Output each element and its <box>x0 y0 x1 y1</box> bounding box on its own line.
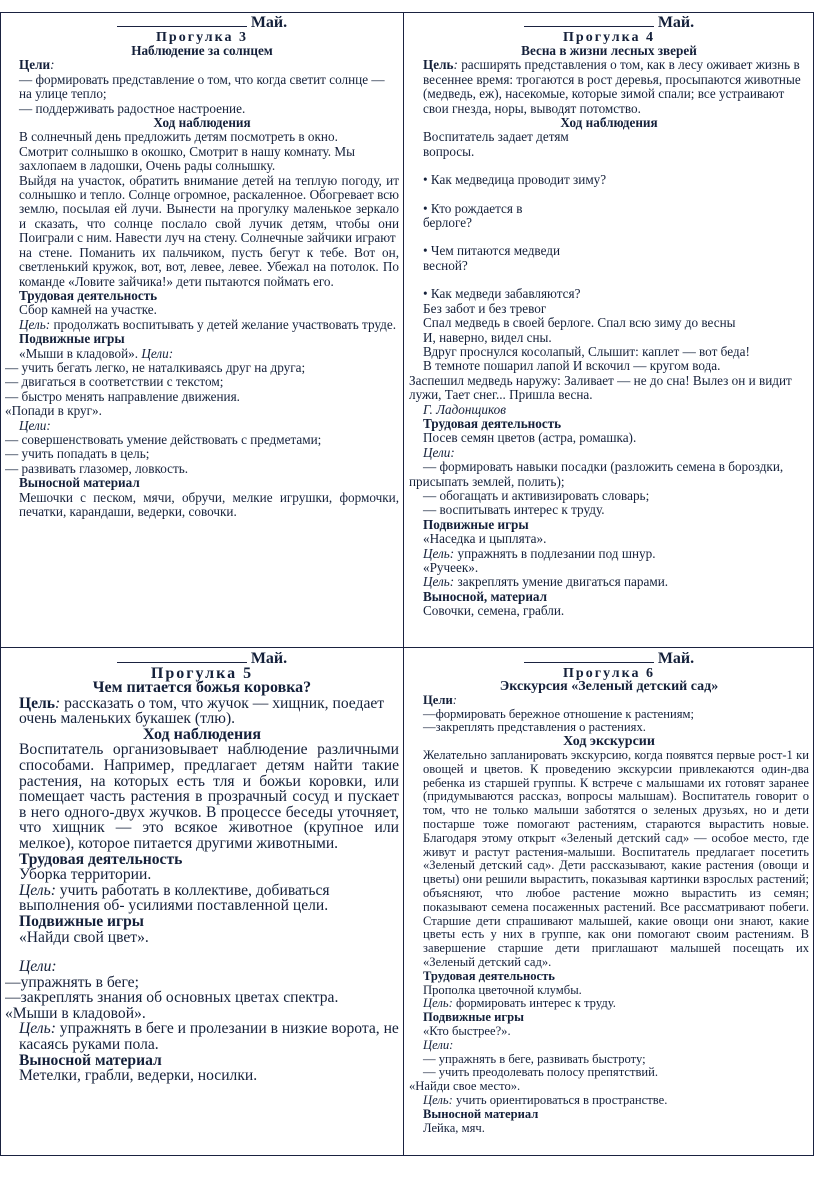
walk-4-game-1: «Наседка и цыплята». <box>423 531 547 547</box>
walk-3-observation-heading: Ход наблюдения <box>153 115 251 131</box>
walk-3-material: Мешочки с песком, мячи, обручи, мелкие игрушки, формочки, печатки, карандаши, ведерки, совочки. <box>19 489 399 519</box>
walk-6-goal-1: —формировать бережное отношение к растениям; <box>423 706 694 721</box>
walk-4-material-heading: Выносной, материал <box>423 588 548 604</box>
walk-plan-table <box>0 12 814 1156</box>
walk-3-labor-text: Сбор камней на участке. <box>19 302 157 318</box>
walk-4-observation-heading: Ход наблюдения <box>560 115 658 131</box>
walk-4-poem-line-6: Заспешил медведь наружу: Заливает — не до сна! Вылез он и видит лужи, Тает снег... Пришла весна. <box>409 372 792 403</box>
walk-4-games-heading: Подвижные игры <box>423 516 529 532</box>
walk-4-game-1-goal: Цель: упражнять в подлезании под шнур. <box>423 545 656 561</box>
walk-6-number: Прогулка 6 <box>563 666 655 681</box>
walk-3-game-2-goal-3: — развивать глазомер, ловкость. <box>5 460 189 476</box>
walk-5-number: Прогулка 5 <box>150 665 254 682</box>
walk-3-goal-2: — поддерживать радостное настроение. <box>19 100 246 116</box>
walk-5-observation-heading: Ход наблюдения <box>142 725 262 743</box>
walk-4-observation-1: Воспитатель задает детям вопросы. <box>423 129 569 159</box>
column-divider <box>403 13 404 1155</box>
spacer <box>5 945 399 959</box>
walk-3-number: Прогулка 3 <box>156 30 248 45</box>
walk-6-material-heading: Выносной материал <box>423 1106 539 1121</box>
walk-3-game-2-goal-1: — совершенствовать умение действовать с предметами; <box>5 431 322 447</box>
row-divider <box>1 647 813 648</box>
walk-5-material-heading: Выносной материал <box>19 1051 162 1069</box>
date-underline <box>117 15 247 27</box>
walk-4-number: Прогулка 4 <box>563 30 655 45</box>
walk-4-game-2-goal: Цель: закреплять умение двигаться парами. <box>423 574 669 590</box>
walk-4-game-2: «Ручеек». <box>423 560 479 575</box>
walk-4-poem-line-2: Спал медведь в своей берлоге. Спал всю зиму до весны <box>423 315 736 331</box>
walk-6-labor-goal: Цель: формировать интерес к труду. <box>423 996 616 1011</box>
walk-3-game-1-goal-1: — учить бегать легко, не наталкиваясь друг на друга; <box>5 359 306 375</box>
walk-6-labor-text: Прополка цветочной клумбы. <box>423 982 582 997</box>
walk-4-title: Весна в жизни лесных зверей <box>521 43 697 58</box>
walk-3-goals-label: Цели: <box>19 57 55 73</box>
walk-4-labor-goal-3: — воспитывать интерес к труду. <box>423 502 605 518</box>
walk-5-game-2: «Мыши в кладовой». <box>5 1004 146 1022</box>
walk-3-title: Наблюдение за солнцем <box>131 43 273 58</box>
walk-3-goal-1: — формировать представление о том, что когда светит солнце — на улице тепло; <box>19 71 385 102</box>
walk-4-labor-goals: Цели: <box>423 444 455 460</box>
walk-5-labor-text: Уборка территории. <box>19 866 152 884</box>
walk-5-material: Метелки, грабли, ведерки, носилки. <box>19 1067 258 1085</box>
walk-4-poem-line-5: В темноте пошарил лапой И вскочил — кругом вода. <box>423 358 721 374</box>
walk-6-game-2-goal: Цель: учить ориентироваться в пространстве. <box>423 1092 668 1107</box>
spacer <box>409 230 809 244</box>
walk-6-game-1-goal-1: — упражнять в беге, развивать быстроту; <box>423 1051 646 1066</box>
walk-5-cell <box>5 651 399 1155</box>
date-underline <box>524 15 654 27</box>
walk-4-poem-line-3: И, наверно, видел сны. <box>423 329 552 345</box>
walk-4-question-2: • Кто рождается в берлоге? <box>423 200 523 231</box>
walk-6-goals-label: Цели: <box>423 692 457 707</box>
walk-6-date: Май. <box>409 651 809 667</box>
walk-3-observation-3: Выйдя на участок, обратить внимание детей на теплую погоду, ит солнышко и тепло. Солнце огромное, раскаленное. Обогревает всю землю, посылая ей лучи. Вынести на прогулку маленькое зеркало и сказать, что солнце послало свой лучик детям, чтобы они Поиграли с ним. Навести луч на стену. Солнечные зайчики играют <box>19 172 399 246</box>
walk-3-cell <box>5 15 399 645</box>
date-underline <box>117 651 247 663</box>
walk-5-date: Май. <box>5 651 399 667</box>
walk-6-goal-2: —закреплять представления о растениях. <box>423 720 646 735</box>
walk-3-games-heading: Подвижные игры <box>19 331 125 347</box>
date-underline <box>524 651 654 663</box>
walk-3-game-2: «Попади в круг». <box>5 403 102 419</box>
walk-6-excursion-heading: Ход экскурсии <box>563 734 655 750</box>
walk-6-labor-heading: Трудовая деятельность <box>423 968 555 983</box>
walk-3-labor-heading: Трудовая деятельность <box>19 287 158 303</box>
walk-4-labor-text: Посев семян цветов (астра, ромашка). <box>423 430 637 446</box>
walk-3-game-1-goal-3: — быстро менять направление движения. <box>5 388 240 404</box>
walk-5-game-1-goal-2: —закреплять знания об основных цветах спектра. <box>5 989 339 1007</box>
walk-4-cell <box>409 15 809 645</box>
walk-4-question-4: • Как медведи забавляются? <box>423 286 581 302</box>
walk-6-game-1: «Кто быстрее?». <box>423 1023 511 1038</box>
walk-6-cell <box>409 651 809 1155</box>
walk-5-game-1: «Найди свой цвет». <box>19 928 149 946</box>
walk-4-goal: Цель: расширять представления о том, как в лесу оживает жизнь в весеннее время: трогаются в рост деревья, просыпаются животные (медведь, еж), насекомые, которые зимой спали; все устраивают свои гнезда, норы, выводят потомство. <box>423 57 801 116</box>
walk-4-poem-line-4: Вдруг проснулся косолапый, Слышит: каплет — вот беда! <box>423 343 750 359</box>
walk-5-games-heading: Подвижные игры <box>19 912 144 930</box>
walk-6-games-heading: Подвижные игры <box>423 1010 524 1025</box>
walk-5-game-1-goal-1: —упражнять в беге; <box>5 973 139 991</box>
spacer <box>409 188 809 202</box>
walk-5-title: Чем питается божья коровка? <box>92 679 312 696</box>
walk-4-material: Совочки, семена, грабли. <box>423 603 565 619</box>
walk-4-question-1: • Как медведица проводит зиму? <box>423 172 607 188</box>
walk-4-labor-goal-2: — обогащать и активизировать словарь; <box>423 487 650 503</box>
walk-6-game-1-goals: Цели: <box>423 1037 454 1052</box>
walk-3-game-2-goal-2: — учить попадать в цель; <box>5 446 150 462</box>
spacer <box>409 159 809 173</box>
spacer <box>409 273 809 287</box>
walk-6-excursion-text: Желательно запланировать экскурсию, когда появятся первые рост-1 ки овощей и цветов. К проведению экскурсии привлекаются один-два ребенка из старшей группы. К встрече с малышами их готовят заранее (придумываются рассказ, вопросы малышам). Воспитатель говорит о том, что не только малыши заботятся о зеленых друзьях, но и дети постарше тоже помогают растениям, стараются вырастить новые. Благодаря этому открыт «Зеленый детский сад» — особое место, где живут и растут растения-малыши. Воспитатель предлагает посетить «Зеленый детский сад». Дети рассказывают, какие растения (овощи и цветы) они решили вырастить, показывая картинки взрослых растений; объясняют, что любое растение можно вырастить из семян; показывают семена посаженных растений. Все рассматривают побеги. Старшие дети спрашивают малышей, какие овощи они знают, какие цветы есть у них в группе, как они помогают своим растениям. В завершение старшие дети приглашают малышей посещать их «Зеленый детский сад». <box>423 747 809 969</box>
walk-5-goal: Цель: рассказать о том, что жучок — хищник, поедает очень маленьких букашек (тлю). <box>19 694 385 728</box>
walk-5-game-1-goals: Цели: <box>19 958 57 976</box>
walk-3-observation-4: на стене. Поманить их пальчиком, пусть бегут к тебе. Вот он, светленький кружок, вот, вот, левее, левее. Убежал на потолок. По команде «Ловите зайчика!» дети пытаются поймать его. <box>19 244 399 289</box>
walk-3-date: Май. <box>5 15 399 31</box>
walk-3-observation-1: В солнечный день предложить детям посмотреть в окно. <box>19 129 338 145</box>
walk-5-game-2-goal: Цель: упражнять в беге и пролезании в низкие ворота, не касаясь руками пола. <box>19 1020 399 1054</box>
walk-6-material: Лейка, мяч. <box>423 1120 485 1135</box>
walk-6-title: Экскурсия «Зеленый детский сад» <box>499 679 719 694</box>
walk-4-poem-line-1: Без забот и без тревог <box>423 300 547 316</box>
walk-3-game-1: «Мыши в кладовой». Цели: <box>19 345 174 361</box>
walk-6-game-2: «Найди свое место». <box>409 1079 521 1094</box>
walk-3-labor-goal: Цель: продолжать воспитывать у детей желание участвовать труде. <box>19 316 397 332</box>
walk-3-game-1-goal-2: — двигаться в соответствии с текстом; <box>5 374 224 390</box>
walk-4-labor-heading: Трудовая деятельность <box>423 415 562 431</box>
walk-3-observation-2: Смотрит солнышко в окошко, Смотрит в нашу комнату. Мы захлопаем в ладошки, Очень рады солнышку. <box>19 143 355 174</box>
walk-4-date: Май. <box>409 15 809 31</box>
walk-5-labor-heading: Трудовая деятельность <box>19 850 183 868</box>
walk-6-game-1-goal-2: — учить преодолевать полосу препятствий. <box>423 1065 659 1080</box>
walk-5-labor-goal: Цель: учить работать в коллективе, добиваться выполнения об- усилиями поставленной цели. <box>19 881 330 915</box>
walk-4-labor-goal-1b: присыпать землей, полить); <box>409 473 565 489</box>
walk-4-labor-goal-1: — формировать навыки посадки (разложить семена в бороздки, <box>423 459 784 475</box>
walk-5-observation: Воспитатель организовывает наблюдение различными способами. Например, предлагает детям найти такие растения, на которых есть тля и божьи коровки, или помещает часть растения в прозрачный сосуд и пускает в него одного-двух жучков. В процессе беседы уточняет, что хищник — это всякое животное (крупное или мелкое), которое питается другими животными. <box>19 741 399 852</box>
walk-4-author: Г. Ладонщиков <box>423 401 506 417</box>
walk-4-question-3: • Чем питаются медведи весной? <box>423 243 561 273</box>
walk-3-game-2-goals: Цели: <box>19 417 51 433</box>
walk-3-material-heading: Выносной материал <box>19 475 140 491</box>
